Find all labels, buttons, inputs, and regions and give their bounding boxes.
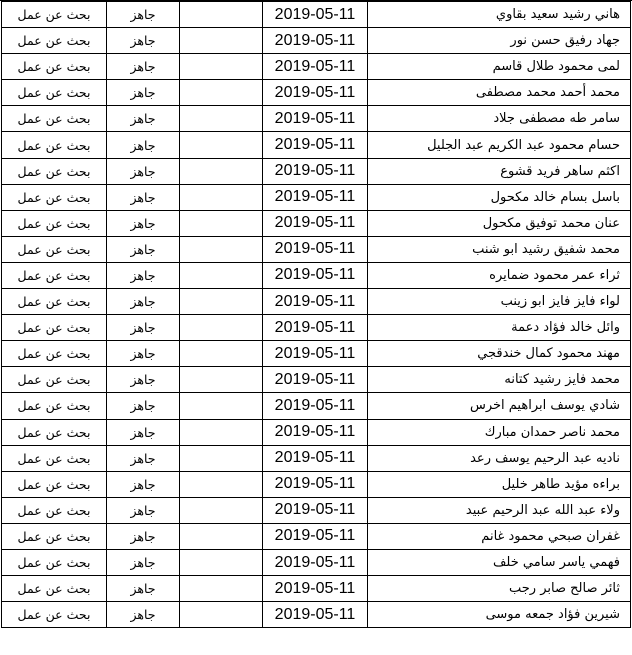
job-status-cell: بحث عن عمل: [2, 419, 107, 445]
empty-cell: [180, 445, 263, 471]
name-cell: سامر طه مصطفى جلاد: [368, 106, 631, 132]
name-cell: ناديه عبد الرحيم يوسف رعد: [368, 445, 631, 471]
readiness-cell: جاهز: [107, 289, 180, 315]
date-cell: 2019-05-11: [263, 315, 368, 341]
name-cell: وائل خالد فؤاد دعمة: [368, 315, 631, 341]
name-cell: ثائر صالح صابر رجب: [368, 576, 631, 602]
date-cell: 2019-05-11: [263, 2, 368, 28]
name-cell: ولاء عبد الله عبد الرحيم عبيد: [368, 497, 631, 523]
name-cell: عنان محمد توفيق مكحول: [368, 210, 631, 236]
empty-cell: [180, 132, 263, 158]
table-row: [2, 158, 631, 184]
name-cell: ثراء عمر محمود ضمايره: [368, 262, 631, 288]
empty-cell: [180, 393, 263, 419]
empty-cell: [180, 523, 263, 549]
date-cell: 2019-05-11: [263, 158, 368, 184]
date-cell: 2019-05-11: [263, 367, 368, 393]
job-status-cell: بحث عن عمل: [2, 54, 107, 80]
job-status-cell: بحث عن عمل: [2, 132, 107, 158]
empty-cell: [180, 80, 263, 106]
readiness-cell: جاهز: [107, 132, 180, 158]
readiness-cell: جاهز: [107, 602, 180, 628]
table-row: [2, 80, 631, 106]
table-row: [2, 341, 631, 367]
readiness-cell: جاهز: [107, 341, 180, 367]
job-status-cell: بحث عن عمل: [2, 576, 107, 602]
date-cell: 2019-05-11: [263, 236, 368, 262]
empty-cell: [180, 210, 263, 236]
readiness-cell: جاهز: [107, 393, 180, 419]
empty-cell: [180, 289, 263, 315]
readiness-cell: جاهز: [107, 106, 180, 132]
readiness-cell: جاهز: [107, 158, 180, 184]
name-cell: هاني رشيد سعيد بقاوي: [368, 2, 631, 28]
name-cell: حسام محمود عبد الكريم عبد الجليل: [368, 132, 631, 158]
date-cell: 2019-05-11: [263, 471, 368, 497]
job-status-cell: بحث عن عمل: [2, 445, 107, 471]
table-row: [2, 28, 631, 54]
name-cell: جهاد رفيق حسن نور: [368, 28, 631, 54]
empty-cell: [180, 158, 263, 184]
job-status-cell: بحث عن عمل: [2, 2, 107, 28]
job-status-cell: بحث عن عمل: [2, 184, 107, 210]
table-row: [2, 445, 631, 471]
table-row: [2, 184, 631, 210]
date-cell: 2019-05-11: [263, 393, 368, 419]
job-status-cell: بحث عن عمل: [2, 158, 107, 184]
job-status-cell: بحث عن عمل: [2, 106, 107, 132]
records-table: [1, 1, 631, 628]
readiness-cell: جاهز: [107, 236, 180, 262]
name-cell: فهمي ياسر سامي خلف: [368, 549, 631, 575]
date-cell: 2019-05-11: [263, 28, 368, 54]
job-status-cell: بحث عن عمل: [2, 341, 107, 367]
readiness-cell: جاهز: [107, 523, 180, 549]
date-cell: 2019-05-11: [263, 523, 368, 549]
readiness-cell: جاهز: [107, 28, 180, 54]
readiness-cell: جاهز: [107, 367, 180, 393]
readiness-cell: جاهز: [107, 445, 180, 471]
table-row: [2, 54, 631, 80]
job-status-cell: بحث عن عمل: [2, 236, 107, 262]
readiness-cell: جاهز: [107, 419, 180, 445]
job-status-cell: بحث عن عمل: [2, 367, 107, 393]
empty-cell: [180, 262, 263, 288]
empty-cell: [180, 497, 263, 523]
name-cell: مهند محمود كمال خندقجي: [368, 341, 631, 367]
readiness-cell: جاهز: [107, 549, 180, 575]
date-cell: 2019-05-11: [263, 576, 368, 602]
name-cell: محمد ناصر حمدان مبارك: [368, 419, 631, 445]
table-row: [2, 106, 631, 132]
date-cell: 2019-05-11: [263, 341, 368, 367]
name-cell: لمى محمود طلال قاسم: [368, 54, 631, 80]
date-cell: 2019-05-11: [263, 289, 368, 315]
name-cell: محمد شفيق رشيد ابو شنب: [368, 236, 631, 262]
table-row: [2, 132, 631, 158]
readiness-cell: جاهز: [107, 2, 180, 28]
job-status-cell: بحث عن عمل: [2, 28, 107, 54]
table-row: [2, 289, 631, 315]
records-table-body: [2, 2, 631, 628]
table-row: [2, 602, 631, 628]
table-row: [2, 393, 631, 419]
table-row: [2, 367, 631, 393]
table-row: [2, 2, 631, 28]
empty-cell: [180, 367, 263, 393]
empty-cell: [180, 602, 263, 628]
empty-cell: [180, 106, 263, 132]
job-status-cell: بحث عن عمل: [2, 289, 107, 315]
readiness-cell: جاهز: [107, 262, 180, 288]
date-cell: 2019-05-11: [263, 549, 368, 575]
table-row: [2, 236, 631, 262]
table-row: [2, 315, 631, 341]
empty-cell: [180, 28, 263, 54]
empty-cell: [180, 184, 263, 210]
table-row: [2, 549, 631, 575]
job-status-cell: بحث عن عمل: [2, 602, 107, 628]
table-row: [2, 471, 631, 497]
readiness-cell: جاهز: [107, 54, 180, 80]
job-status-cell: بحث عن عمل: [2, 471, 107, 497]
empty-cell: [180, 549, 263, 575]
date-cell: 2019-05-11: [263, 419, 368, 445]
empty-cell: [180, 2, 263, 28]
name-cell: اكثم ساهر فريد قشوع: [368, 158, 631, 184]
empty-cell: [180, 471, 263, 497]
empty-cell: [180, 419, 263, 445]
empty-cell: [180, 315, 263, 341]
name-cell: محمد فايز رشيد كتانه: [368, 367, 631, 393]
date-cell: 2019-05-11: [263, 445, 368, 471]
empty-cell: [180, 236, 263, 262]
table-row: [2, 262, 631, 288]
job-status-cell: بحث عن عمل: [2, 523, 107, 549]
table-row: [2, 497, 631, 523]
date-cell: 2019-05-11: [263, 497, 368, 523]
job-status-cell: بحث عن عمل: [2, 393, 107, 419]
name-cell: باسل بسام خالد مكحول: [368, 184, 631, 210]
empty-cell: [180, 341, 263, 367]
readiness-cell: جاهز: [107, 315, 180, 341]
empty-cell: [180, 576, 263, 602]
table-row: [2, 576, 631, 602]
job-status-cell: بحث عن عمل: [2, 80, 107, 106]
table-row: [2, 523, 631, 549]
name-cell: براءه مؤيد طاهر خليل: [368, 471, 631, 497]
table-row: [2, 419, 631, 445]
readiness-cell: جاهز: [107, 210, 180, 236]
readiness-cell: جاهز: [107, 184, 180, 210]
name-cell: محمد أحمد محمد مصطفى: [368, 80, 631, 106]
name-cell: شيرين فؤاد جمعه موسى: [368, 602, 631, 628]
date-cell: 2019-05-11: [263, 54, 368, 80]
name-cell: غفران صبحي محمود غانم: [368, 523, 631, 549]
job-status-cell: بحث عن عمل: [2, 262, 107, 288]
readiness-cell: جاهز: [107, 497, 180, 523]
name-cell: شادي يوسف ابراهيم اخرس: [368, 393, 631, 419]
readiness-cell: جاهز: [107, 576, 180, 602]
date-cell: 2019-05-11: [263, 602, 368, 628]
readiness-cell: جاهز: [107, 80, 180, 106]
date-cell: 2019-05-11: [263, 210, 368, 236]
job-status-cell: بحث عن عمل: [2, 210, 107, 236]
date-cell: 2019-05-11: [263, 106, 368, 132]
job-status-cell: بحث عن عمل: [2, 315, 107, 341]
name-cell: لواء فايز فايز ابو زينب: [368, 289, 631, 315]
job-status-cell: بحث عن عمل: [2, 549, 107, 575]
date-cell: 2019-05-11: [263, 262, 368, 288]
empty-cell: [180, 54, 263, 80]
readiness-cell: جاهز: [107, 471, 180, 497]
date-cell: 2019-05-11: [263, 184, 368, 210]
date-cell: 2019-05-11: [263, 80, 368, 106]
table-row: [2, 210, 631, 236]
date-cell: 2019-05-11: [263, 132, 368, 158]
job-status-cell: بحث عن عمل: [2, 497, 107, 523]
